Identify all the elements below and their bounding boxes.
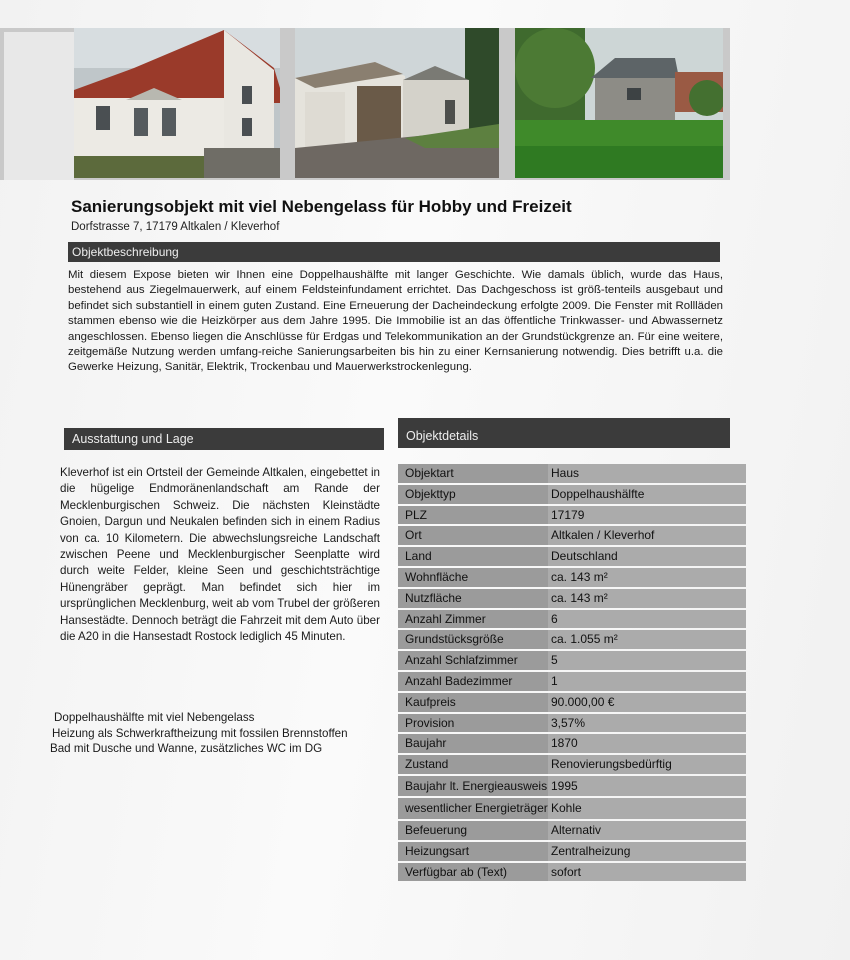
details-value: Zentralheizung — [548, 842, 746, 861]
feature-item: Bad mit Dusche und Wanne, zusätzliches WC im DG — [50, 742, 323, 756]
garage-courtyard-photo — [295, 28, 499, 178]
details-value: 3,57% — [548, 714, 746, 733]
details-value: Kohle — [548, 798, 746, 819]
details-label: Ort — [398, 526, 548, 545]
details-value: ca. 143 m² — [548, 589, 746, 608]
details-row — [398, 714, 746, 733]
details-row — [398, 485, 746, 504]
details-label: PLZ — [398, 506, 548, 525]
details-table — [398, 464, 746, 883]
details-row — [398, 672, 746, 691]
details-row — [398, 630, 746, 649]
details-label: Heizungsart — [398, 842, 548, 861]
details-value: 17179 — [548, 506, 746, 525]
details-value: ca. 143 m² — [548, 568, 746, 587]
details-label: Wohnfläche — [398, 568, 548, 587]
feature-list — [50, 710, 390, 757]
details-header: Objektdetails — [398, 418, 730, 448]
details-value: Renovierungsbedürftig — [548, 755, 746, 774]
details-row — [398, 863, 746, 882]
details-row — [398, 610, 746, 629]
photo-strip — [0, 28, 730, 180]
location-text: Kleverhof ist ein Ortsteil der Gemeinde Altkalen, eingebettet in die hügelige Endmoränenlandschaft am Rande der Mecklenburgischen Schweiz. Die nächsten Kleinstädte Gnoien, Dargun und Neukalen befinden sich in einem Radius von ca. 10 Kilometern. Die abwechslungsreiche Landschaft zwischen Peene und Mecklenburgischer Seenplatte wird durch weite Felder, kleine Seen und geschichtsträchtige Hünengräber geprägt. Man befindet sich hier im ursprünglichen Mecklenburg, weit ab vom Trubel der größeren Hansestädte. Dennoch beträgt die Fahrzeit mit dem Auto über die A20 in die Hansestadt Rostock lediglich 45 Minuten. — [60, 466, 380, 644]
details-value: 6 — [548, 610, 746, 629]
details-row — [398, 526, 746, 545]
details-row — [398, 464, 746, 483]
details-label: wesentlicher Energieträger — [398, 798, 548, 819]
details-row — [398, 821, 746, 840]
details-label: Grundstücksgröße — [398, 630, 548, 649]
details-label: Verfügbar ab (Text) — [398, 863, 548, 882]
details-value: ca. 1.055 m² — [548, 630, 746, 649]
details-value: Haus — [548, 464, 746, 483]
details-row — [398, 842, 746, 861]
house-front-photo — [74, 28, 280, 178]
details-value: 90.000,00 € — [548, 693, 746, 712]
garden-outbuilding-photo — [515, 28, 723, 178]
feature-item: Heizung als Schwerkraftheizung mit fossilen Brennstoffen — [52, 726, 348, 740]
details-row — [398, 651, 746, 670]
details-value: Altkalen / Kleverhof — [548, 526, 746, 545]
details-row — [398, 798, 746, 819]
description-text: Mit diesem Expose bieten wir Ihnen eine Doppelhaushälfte mit langer Geschichte. Wie damals üblich, wurde das Haus, bestehend aus Ziegelmauerwerk, auf einem Feldsteinfundament errichtet. Das Dachgeschoss ist größ-tenteils ausgebaut und befindet sich substantiell in einem guten Zustand. Eine Erneuerung der Dacheindeckung erfolgte 2009. Die Fenster mit Rollläden stammen ebenso wie die Heizkörper aus dem Jahre 1995. Die Immobilie ist an das öffentliche Trinkwasser- und Abwassernetz angeschlossen. Ebenso liegen die Anschlüsse für Erdgas und Telekommunikation an der Grundstückgrenze an. Für eine weitere, zeitgemäße Nutzung werden umfang-reiche Sanierungsarbeiten bis hin zu einer Kernsanierung notwendig. Dies betrifft u.a. die Gewerke Heizung, Sanitär, Elektrik, Trockenbau und Mauerwerkstrockenlegung. — [68, 269, 723, 374]
details-label: Provision — [398, 714, 548, 733]
details-value: Alternativ — [548, 821, 746, 840]
details-label: Objekttyp — [398, 485, 548, 504]
details-label: Kaufpreis — [398, 693, 548, 712]
feature-item: Doppelhaushälfte mit viel Nebengelass — [54, 711, 255, 724]
details-label: Anzahl Badezimmer — [398, 672, 548, 691]
details-label: Baujahr — [398, 734, 548, 753]
location-header: Ausstattung und Lage — [64, 428, 384, 450]
details-label: Zustand — [398, 755, 548, 774]
property-address: Dorfstrasse 7, 17179 Altkalen / Kleverhof — [71, 221, 280, 233]
details-value: 1995 — [548, 776, 746, 797]
page-title: Sanierungsobjekt mit viel Nebengelass für Hobby und Freizeit — [71, 197, 572, 216]
details-row — [398, 568, 746, 587]
details-label: Nutzfläche — [398, 589, 548, 608]
photo-strip-margin — [4, 32, 74, 180]
details-label: Anzahl Zimmer — [398, 610, 548, 629]
details-row — [398, 776, 746, 797]
details-row — [398, 755, 746, 774]
description-header: Objektbeschreibung — [68, 242, 720, 262]
details-value: 1870 — [548, 734, 746, 753]
details-value: 5 — [548, 651, 746, 670]
details-label: Baujahr lt. Energieausweis — [398, 776, 548, 797]
details-row — [398, 547, 746, 566]
details-label: Land — [398, 547, 548, 566]
details-value: Doppelhaushälfte — [548, 485, 746, 504]
details-row — [398, 589, 746, 608]
details-value: 1 — [548, 672, 746, 691]
details-value: Deutschland — [548, 547, 746, 566]
details-row — [398, 734, 746, 753]
details-row — [398, 693, 746, 712]
details-value: sofort — [548, 863, 746, 882]
details-row — [398, 506, 746, 525]
details-label: Objektart — [398, 464, 548, 483]
details-label: Befeuerung — [398, 821, 548, 840]
details-label: Anzahl Schlafzimmer — [398, 651, 548, 670]
